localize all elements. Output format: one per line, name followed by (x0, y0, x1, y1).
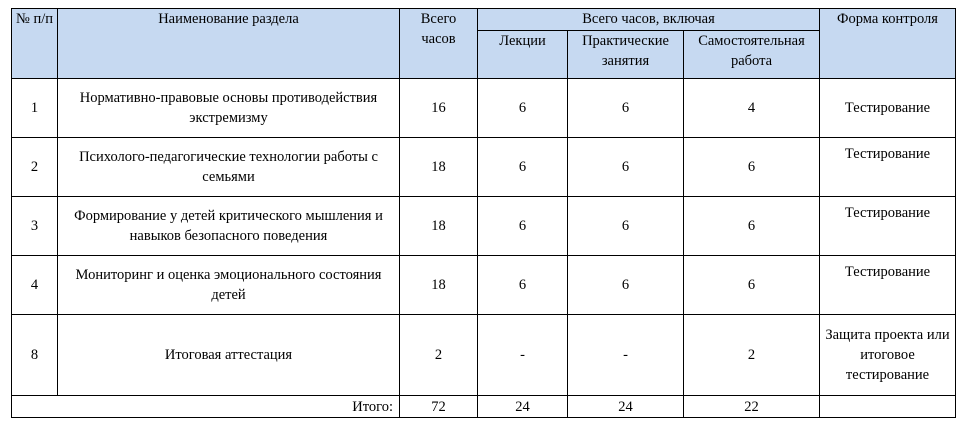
row-num: 4 (12, 256, 58, 315)
totals-total: 72 (400, 396, 478, 418)
table-row (12, 138, 956, 197)
row-name: Психолого-педагогические технологии работы с семьями (58, 138, 400, 197)
row-practice: 6 (568, 197, 684, 256)
row-num: 2 (12, 138, 58, 197)
totals-practice: 24 (568, 396, 684, 418)
totals-control (820, 396, 956, 418)
row-selfwork: 4 (684, 79, 820, 138)
table-row (12, 79, 956, 138)
row-num: 3 (12, 197, 58, 256)
header-lectures: Лекции (478, 31, 568, 79)
row-selfwork: 2 (684, 315, 820, 396)
row-lectures: 6 (478, 79, 568, 138)
row-control: Тестирование (820, 138, 956, 197)
table-row (12, 256, 956, 315)
table-row (12, 197, 956, 256)
header-selfwork: Самостоятельная работа (684, 31, 820, 79)
header-including: Всего часов, включая (478, 9, 820, 31)
row-total: 2 (400, 315, 478, 396)
row-practice: - (568, 315, 684, 396)
header-total: Всего часов (400, 9, 478, 79)
row-lectures: 6 (478, 197, 568, 256)
row-total: 18 (400, 256, 478, 315)
row-total: 16 (400, 79, 478, 138)
totals-lectures: 24 (478, 396, 568, 418)
row-name: Нормативно-правовые основы противодействия экстремизму (58, 79, 400, 138)
table-row (12, 315, 956, 396)
totals-selfwork: 22 (684, 396, 820, 418)
row-selfwork: 6 (684, 256, 820, 315)
row-lectures: 6 (478, 138, 568, 197)
row-num: 8 (12, 315, 58, 396)
row-total: 18 (400, 197, 478, 256)
row-practice: 6 (568, 256, 684, 315)
row-control: Тестирование (820, 197, 956, 256)
row-lectures: 6 (478, 256, 568, 315)
header-num: № п/п (12, 9, 58, 79)
curriculum-table (11, 8, 956, 418)
row-name: Итоговая аттестация (58, 315, 400, 396)
curriculum-table-container (11, 8, 956, 418)
totals-label: Итого: (12, 396, 400, 418)
totals-row (12, 396, 956, 418)
row-total: 18 (400, 138, 478, 197)
header-control: Форма контроля (820, 9, 956, 79)
row-lectures: - (478, 315, 568, 396)
row-control: Тестирование (820, 256, 956, 315)
header-name: Наименование раздела (58, 9, 400, 79)
row-num: 1 (12, 79, 58, 138)
row-practice: 6 (568, 79, 684, 138)
row-selfwork: 6 (684, 197, 820, 256)
row-name: Мониторинг и оценка эмоционального состояния детей (58, 256, 400, 315)
row-control: Защита проекта или итоговое тестирование (820, 315, 956, 396)
row-name: Формирование у детей критического мышления и навыков безопасного поведения (58, 197, 400, 256)
row-practice: 6 (568, 138, 684, 197)
header-practice: Практические занятия (568, 31, 684, 79)
row-control: Тестирование (820, 79, 956, 138)
row-selfwork: 6 (684, 138, 820, 197)
header-row-1 (12, 9, 956, 31)
